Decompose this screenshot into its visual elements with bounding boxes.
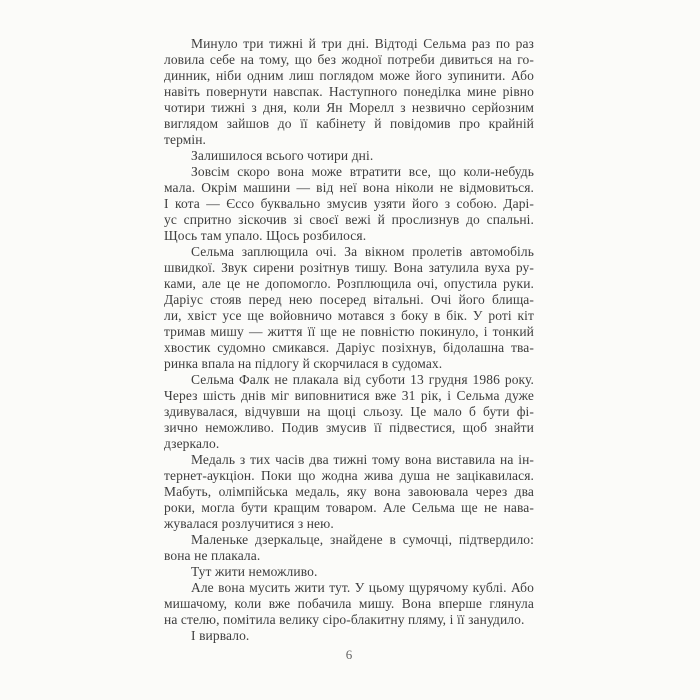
text-line: Медаль з тих часів два тижні тому вона виставила на ін- <box>191 452 534 467</box>
text-line: І кота — Єссо буквально змусив узяти його з собою. Дарі- <box>164 196 534 211</box>
text-line: Зовсім скоро вона може втратити все, що коли-небудь <box>191 164 534 179</box>
text-line: вона не плакала. <box>164 548 261 563</box>
text-line: Через шість днів міг виповнитися вже 31 рік, і Сельма дуже <box>164 388 534 403</box>
text-line: тернет-аукціон. Поки що жодна жива душа не зацікавилася. <box>164 468 534 483</box>
text-line: чотири тижні з дня, коли Ян Морелл з незвично серйозним <box>164 100 534 115</box>
text-line: ками, але це не допомогло. Розплющила очі, опустила руки. <box>164 276 534 291</box>
text-line: ус спритно зіскочив зі своєї вежі й прослизнув до спальні. <box>164 212 534 227</box>
text-line: виглядом зайшов до її кабінету й повідомив про крайній <box>164 116 534 131</box>
text-line: термін. <box>164 132 207 147</box>
text-line: мишачому, коли вже побачила мишу. Вона вперше глянула <box>164 596 534 611</box>
text-line: тримав мишу — життя її ще не повністю покинуло, і тонкий <box>164 324 534 339</box>
text-line: ловила себе на тому, що без жодної потреби дивиться на го- <box>164 52 534 67</box>
paragraph <box>164 628 534 644</box>
text-block <box>164 36 534 644</box>
text-line: на стелю, помітила велику сіро-блакитну пляму, і її занудило. <box>164 612 525 627</box>
text-line: хвостик судомно смикався. Даріус позіхнув, бідолашна тва- <box>164 340 534 355</box>
paragraph <box>164 244 534 372</box>
text-line: здивувалася, відчувши на щоці сльозу. Це мало б бути фі- <box>164 404 534 419</box>
paragraph <box>164 452 534 532</box>
text-line: динник, ніби одним лиш поглядом може його зупинити. Або <box>164 68 534 83</box>
text-line: Залишилося всього чотири дні. <box>191 148 374 163</box>
text-line: Мабуть, олімпійська медаль, яку вона завоювала через два <box>164 484 534 499</box>
text-line: зично неможливо. Подив змусив її підвестися, щоб знайти <box>164 420 534 435</box>
text-line: І вирвало. <box>191 628 250 643</box>
text-line: Щось там упало. Щось розбилося. <box>164 228 367 243</box>
text-line: швидкої. Звук сирени розітнув тишу. Вона затулила вуха ру- <box>164 260 534 275</box>
text-line: роки, могла бути кращим товаром. Але Сельма ще не нава- <box>164 500 534 515</box>
text-line: Але вона мусить жити тут. У цьому щурячому кублі. Або <box>191 580 534 595</box>
text-line: ли, хвіст усе ще войовничо мотався з боку в бік. У роті кіт <box>164 308 534 323</box>
paragraph <box>164 148 534 164</box>
paragraph <box>164 164 534 244</box>
text-line: Маленьке дзеркальце, знайдене в сумочці, підтвердило: <box>191 532 534 547</box>
text-line: навіть повернути навспак. Наступного понеділка мине рівно <box>164 84 534 99</box>
paragraph <box>164 580 534 628</box>
text-line: мала. Окрім машини — від неї вона ніколи не відмовиться. <box>164 180 534 195</box>
paragraph <box>164 564 534 580</box>
paragraph <box>164 532 534 564</box>
text-line: жувалася розлучитися з нею. <box>164 516 334 531</box>
paragraph <box>164 36 534 148</box>
text-line: дзеркало. <box>164 436 220 451</box>
text-line: Сельма Фалк не плакала від суботи 13 грудня 1986 року. <box>191 372 534 387</box>
text-line: Сельма заплющила очі. За вікном пролетів автомобіль <box>191 244 534 259</box>
text-line: Тут жити неможливо. <box>191 564 318 579</box>
text-line: Даріус стояв перед нею посеред вітальні. Очі його блища- <box>164 292 534 307</box>
page-number: 6 <box>345 647 353 662</box>
paragraph <box>164 372 534 452</box>
text-line: Минуло три тижні й три дні. Відтоді Сельма раз по раз <box>191 36 534 51</box>
text-line: ринка впала на підлогу й скорчилася в судомах. <box>164 356 443 371</box>
